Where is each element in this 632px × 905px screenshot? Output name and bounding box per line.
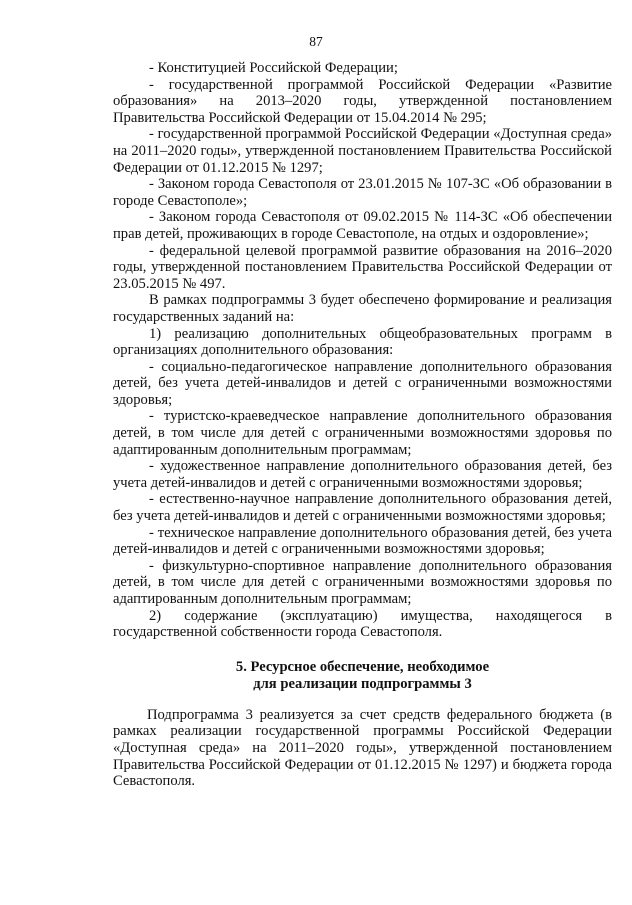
paragraph-item-2: 2) содержание (эксплуатацию) имущества, находящегося в государственной собственности города Севастополя. (113, 607, 612, 641)
paragraph-program-accessible-environment: - государственной программой Российской Федерации «Доступная среда» на 2011–2020 годы», утвержденной постановлением Правительства Российской Федерации от 01.12.2015 № 1297; (113, 126, 612, 176)
paragraph-natural-science: - естественно-научное направление дополнительного образования детей, без учета детей-инвалидов и детей с ограниченными возможностями здоровья; (113, 491, 612, 525)
section-heading (113, 659, 612, 693)
paragraph-state-tasks-intro: В рамках подпрограммы 3 будет обеспечено формирование и реализация государственных заданий на: (113, 292, 612, 325)
paragraph-artistic: - художественное направление дополнительного образования детей, без учета детей-инвалидов и детей с ограниченными возможностями здоровья; (113, 458, 612, 491)
paragraph-federal-target-program: - федеральной целевой программой развитие образования на 2016–2020 годы, утвержденной постановлением Правительства Российской Федерации от 23.05.2015 № 497. (113, 242, 612, 292)
page-number: 87 (309, 34, 323, 49)
paragraph-technical: - техническое направление дополнительного образования детей, без учета детей-инвалидов и детей с ограниченными возможностями здоровья; (113, 524, 612, 558)
paragraph-social-pedagogical: - социально-педагогическое направление дополнительного образования детей, без учета детей-инвалидов и детей с ограниченными возможностями здоровья; (113, 358, 612, 408)
paragraph-funding: Подпрограмма 3 реализуется за счет средств федерального бюджета (в рамках реализации государственной программы Российской Федерации «Доступная среда» на 2011–2020 годы», утвержденной постановлением Правительства Российской Федерации от 01.12.2015 № 1297) и бюджета города Севастополя. (113, 706, 612, 790)
paragraph-program-education: - государственной программой Российской Федерации «Развитие образования» на 2013–2020 годы, утвержденной постановлением Правительства Российской Федерации от 15.04.2014 № 295; (113, 76, 612, 126)
paragraph-physical-sports: - физкультурно-спортивное направление дополнительного образования детей, в том числе для детей с ограниченными возможностями здоровья по адаптированным дополнительным программам; (113, 557, 612, 607)
section-heading-line-2: для реализации подпрограммы 3 (253, 675, 472, 692)
paragraph-law-education: - Законом города Севастополя от 23.01.2015 № 107-ЗС «Об образовании в городе Севастополе»; (113, 176, 612, 209)
paragraph-law-children-rights: - Законом города Севастополя от 09.02.2015 № 114-ЗС «Об обеспечении прав детей, проживающих в городе Севастополе, на отдых и оздоровление»; (113, 209, 612, 242)
paragraph-constitution: - Конституцией Российской Федерации; (149, 60, 398, 76)
document-body (113, 60, 612, 790)
paragraph-tourist-local-history: - туристско-краеведческое направление дополнительного образования детей, в том числе для детей с ограниченными возможностями здоровья по адаптированным дополнительным программам; (113, 408, 612, 458)
section-heading-line-1: 5. Ресурсное обеспечение, необходимое (235, 658, 490, 675)
paragraph-item-1: 1) реализацию дополнительных общеобразовательных программ в организациях дополнительного образования: (113, 325, 612, 359)
